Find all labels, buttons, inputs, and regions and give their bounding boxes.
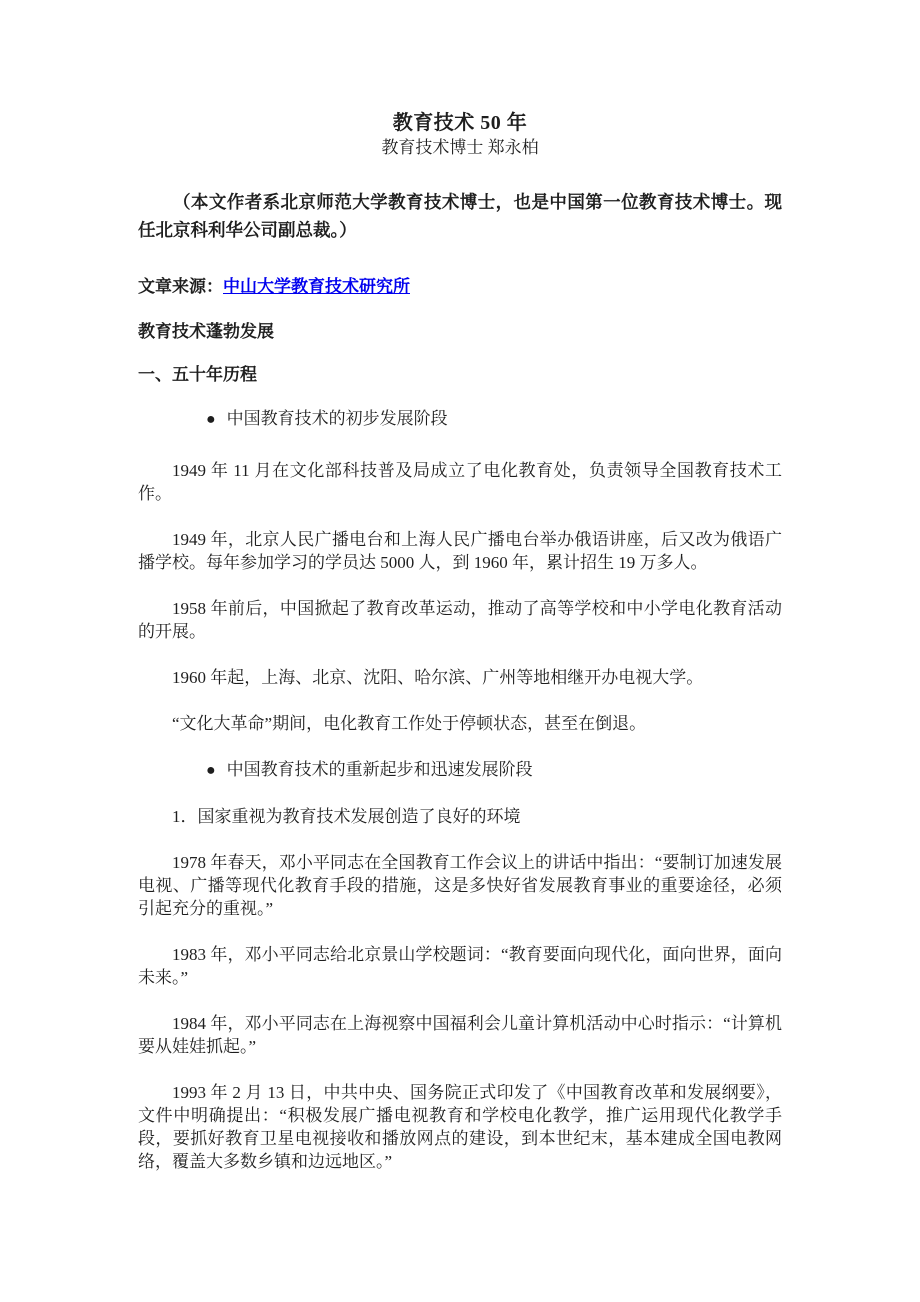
source-link[interactable]: 中山大学教育技术研究所	[223, 277, 410, 296]
body-paragraph: 1960 年起，上海、北京、沈阳、哈尔滨、广州等地相继开办电视大学。	[172, 668, 704, 687]
section-heading: 教育技术蓬勃发展	[138, 322, 274, 341]
subsection-heading: 一、五十年历程	[138, 365, 257, 384]
stage1-heading-line	[138, 407, 782, 431]
doc-byline: 教育技术博士 郑永柏	[381, 138, 539, 157]
bullet-icon: ●	[206, 762, 216, 779]
body-paragraph: 1983 年，邓小平同志给北京景山学校题词：“教育要面向现代化，面向世界，面向未来。”	[138, 945, 782, 987]
doc-title: 教育技术 50 年	[392, 112, 528, 134]
author-note: （本文作者系北京师范大学教育技术博士，也是中国第一位教育技术博士。现任北京科利华公司副总裁。）	[138, 192, 782, 240]
body-paragraph: 1958 年前后，中国掀起了教育改革运动，推动了高等学校和中小学电化教育活动的开展。	[138, 599, 782, 641]
stage2-point1-heading: 1．国家重视为教育技术发展创造了良好的环境	[172, 807, 521, 826]
source-line	[138, 275, 782, 298]
stage2-heading-line	[138, 758, 782, 782]
body-paragraph: 1984 年，邓小平同志在上海视察中国福利会儿童计算机活动中心时指示：“计算机要从娃娃抓起。”	[138, 1014, 782, 1056]
stage2-heading-label: 中国教育技术的重新起步和迅速发展阶段	[226, 760, 533, 779]
body-paragraph: “文化大革命”期间，电化教育工作处于停顿状态，甚至在倒退。	[172, 714, 647, 733]
source-label: 文章来源：	[138, 277, 223, 296]
document-content	[138, 0, 782, 1173]
bullet-icon: ●	[206, 411, 216, 428]
body-paragraph: 1993 年 2 月 13 日，中共中央、国务院正式印发了《中国教育改革和发展纲要》，文件中明确提出：“积极发展广播电视教育和学校电化教学，推广运用现代化教学手段，要抓好教育卫星电视接收和播放网点的建设，到本世纪末，基本建成全国电教网络，覆盖大多数乡镇和边远地区。”	[138, 1083, 782, 1171]
body-paragraph: 1949 年 11 月在文化部科技普及局成立了电化教育处，负责领导全国教育技术工作。	[138, 461, 782, 503]
stage1-heading-label: 中国教育技术的初步发展阶段	[226, 409, 448, 428]
body-paragraph: 1978 年春天，邓小平同志在全国教育工作会议上的讲话中指出：“要制订加速发展电视、广播等现代化教育手段的措施，这是多快好省发展教育事业的重要途径，必须引起充分的重视。”	[138, 853, 782, 918]
body-paragraph: 1949 年，北京人民广播电台和上海人民广播电台举办俄语讲座，后又改为俄语广播学校。每年参加学习的学员达 5000 人，到 1960 年，累计招生 19 万多人。	[138, 530, 782, 572]
